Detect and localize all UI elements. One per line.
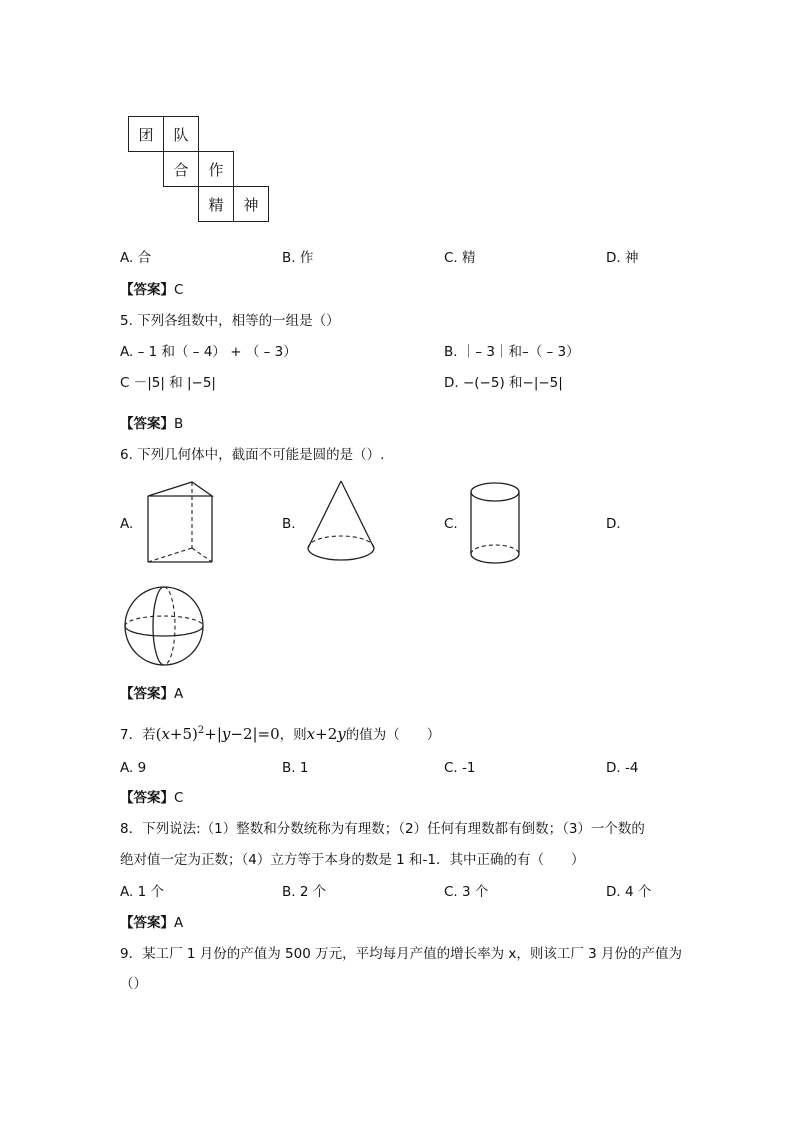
stem-middle: ，则	[279, 727, 307, 743]
stem-prefix: 7．若	[120, 727, 156, 743]
option-c: C. -1	[444, 760, 476, 776]
net-cell: 作	[198, 151, 234, 187]
option-a: A. 合	[120, 250, 152, 266]
question-stem	[120, 721, 440, 745]
answer-tag: 【答案】	[120, 915, 174, 931]
option-a: A. 9	[120, 760, 147, 776]
answer-line	[120, 915, 183, 931]
stem-suffix: 的值为（ ）	[345, 727, 441, 743]
question-stem-line-2: （）	[120, 976, 147, 992]
option-c: C. 3 个	[444, 884, 489, 900]
net-cell: 团	[128, 116, 164, 152]
answer-line	[120, 416, 183, 432]
answer-value: A	[174, 915, 184, 931]
answer-value: B	[174, 416, 184, 432]
sphere-figure	[122, 584, 208, 670]
option-d: D. -4	[606, 760, 639, 776]
cylinder-figure	[468, 478, 524, 568]
option-d-label: D.	[606, 516, 621, 532]
question-stem-line-1: 8．下列说法:（1）整数和分数统称为有理数；（2）任何有理数都有倒数；（3）一个数的	[120, 821, 645, 837]
option-d: D. 神	[606, 250, 639, 266]
option-b: B. ｜– 3｜和–（ – 3）	[444, 344, 580, 360]
question-stem: 6. 下列几何体中，截面不可能是圆的是（）.	[120, 447, 385, 463]
net-cell: 队	[163, 116, 199, 152]
question-stem-line-1: 9．某工厂 1 月份的产值为 500 万元，平均每月产值的增长率为 x，则该工厂 3 月份的产值为	[120, 946, 683, 962]
option-b: B. 作	[282, 250, 314, 266]
question-stem-line-2: 绝对值一定为正数；（4）立方等于本身的数是 1 和-1．其中正确的有（ ）	[120, 852, 585, 868]
answer-tag: 【答案】	[120, 416, 174, 432]
answer-value: C	[174, 790, 184, 806]
answer-tag: 【答案】	[120, 282, 174, 298]
question-stem: 5. 下列各组数中，相等的一组是（）	[120, 313, 340, 329]
answer-value: C	[174, 282, 184, 298]
answer-line	[120, 686, 183, 702]
option-b-label: B.	[282, 516, 296, 532]
option-a-label: A.	[120, 516, 134, 532]
option-d: D. 4 个	[606, 884, 652, 900]
answer-tag: 【答案】	[120, 790, 174, 806]
option-b: B. 1	[282, 760, 309, 776]
answer-value: A	[174, 686, 184, 702]
triangular-prism-figure	[140, 478, 220, 566]
option-c: C －|5| 和 |−5|	[120, 375, 216, 391]
net-cell: 神	[233, 186, 269, 222]
answer-line	[120, 282, 183, 298]
answer-tag: 【答案】	[120, 686, 174, 702]
option-c-label: C.	[444, 516, 458, 532]
option-d: D. −(−5) 和−|−5|	[444, 375, 563, 391]
expression: x+2y	[306, 725, 346, 743]
net-cell: 精	[198, 186, 234, 222]
cone-figure	[304, 478, 378, 564]
option-c: C. 精	[444, 250, 476, 266]
answer-line	[120, 790, 183, 806]
option-b: B. 2 个	[282, 884, 327, 900]
option-a: A. 1 个	[120, 884, 164, 900]
option-a: A. – 1 和（ – 4） + （ – 3）	[120, 344, 297, 360]
equation: $(x+5)^2+|y-2|=0$	[155, 725, 280, 743]
net-cell: 合	[163, 151, 199, 187]
